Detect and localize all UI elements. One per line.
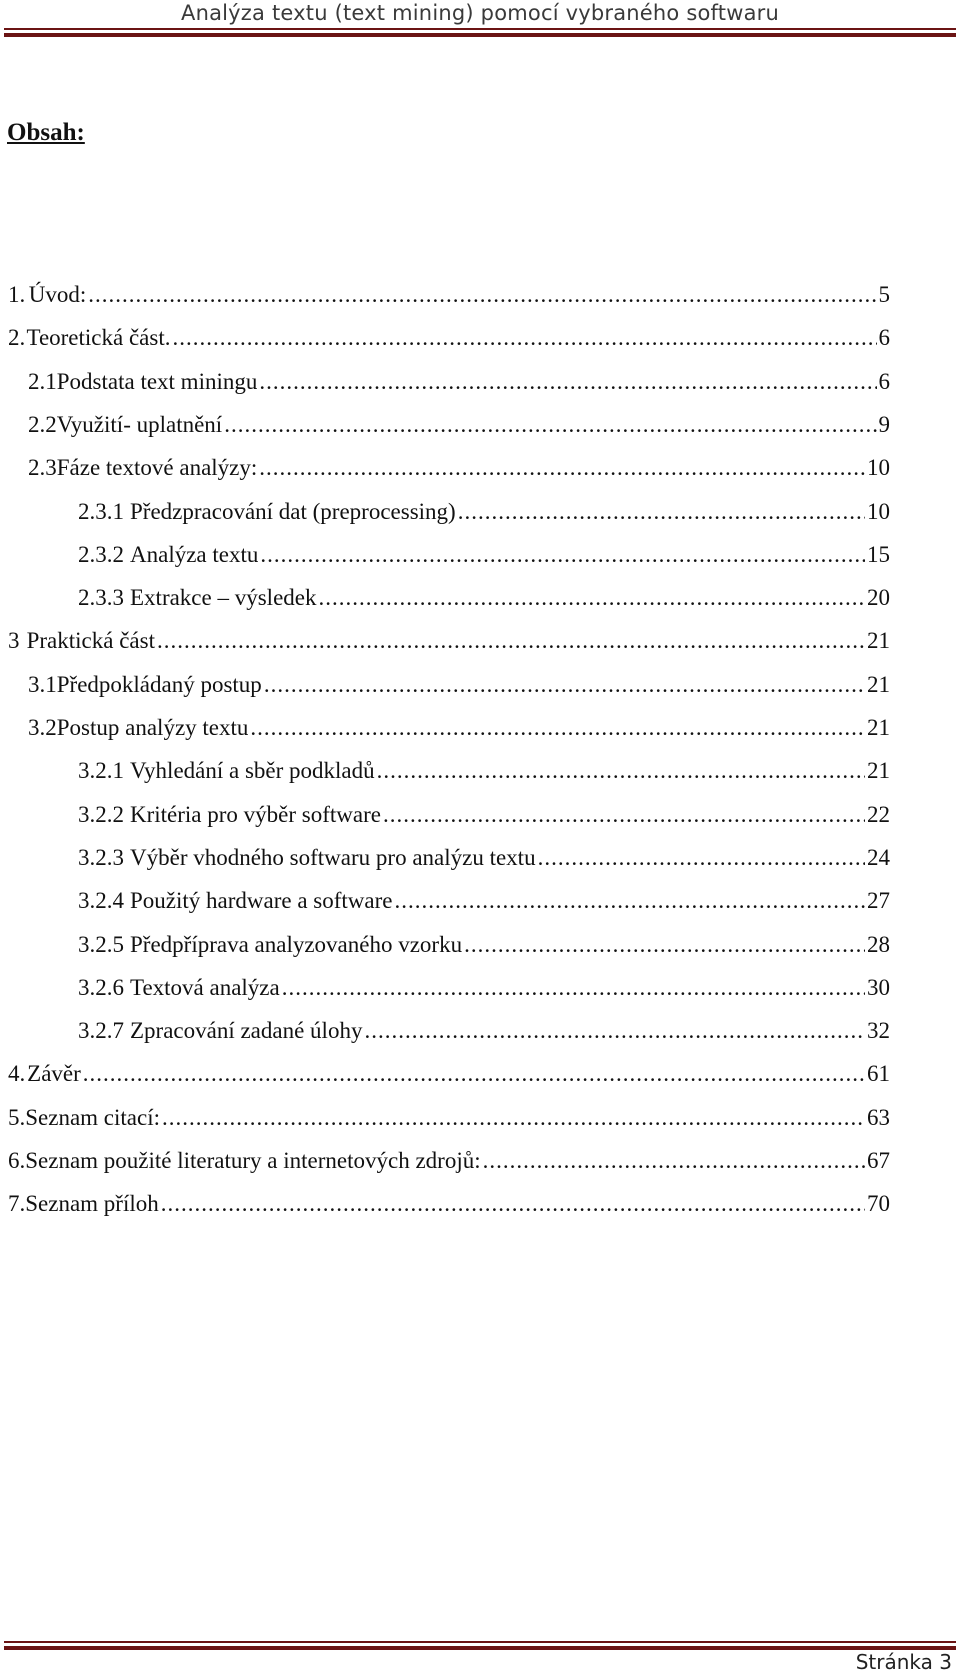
toc-entry[interactable]	[78, 973, 890, 1019]
toc-entry[interactable]	[28, 367, 890, 413]
toc-entry-label: Textová analýza	[130, 975, 280, 1000]
toc-entry-number: 7.	[8, 1191, 26, 1216]
toc-entry-label: Teoretická část.	[26, 325, 171, 350]
toc-entry-page: 27	[867, 888, 890, 913]
toc-dot-leader	[162, 1103, 865, 1133]
toc-entry-number: 2.2	[28, 412, 57, 437]
toc-dot-leader	[458, 497, 865, 527]
toc-entry-page: 61	[867, 1061, 890, 1086]
toc-entry-label: Použitý hardware a software	[130, 888, 393, 913]
toc-dot-leader	[364, 1016, 865, 1046]
toc-entry-number: 6.	[8, 1148, 26, 1173]
toc-dot-leader	[83, 1059, 865, 1089]
toc-entry-label: Předpříprava analyzovaného vzorku	[130, 932, 463, 957]
toc-entry[interactable]	[8, 1146, 890, 1192]
toc-entry-number: 3.2.6	[78, 975, 124, 1000]
toc-entry-label: Využití- uplatnění	[56, 412, 223, 437]
toc-entry-label: Seznam příloh	[25, 1191, 159, 1216]
toc-entry-number: 3.1	[28, 672, 57, 697]
toc-entry[interactable]	[28, 410, 890, 456]
toc-entry-page: 6	[878, 325, 890, 350]
toc-entry-number: 1.	[8, 282, 26, 307]
header-rule	[4, 28, 956, 37]
toc-entry-number: 2.	[8, 325, 26, 350]
toc-entry[interactable]	[8, 280, 890, 326]
toc-entry-number: 2.3	[28, 455, 57, 480]
toc-dot-leader	[157, 626, 865, 656]
toc-entry-label: Podstata text miningu	[56, 369, 258, 394]
toc-entry[interactable]	[8, 323, 890, 369]
toc-entry-label: Závěr	[27, 1061, 81, 1086]
toc-entry-number: 4.	[8, 1061, 26, 1086]
toc-entry-label: Vyhledání a sběr podkladů	[130, 758, 375, 783]
toc-entry-number: 2.3.2	[78, 542, 124, 567]
toc-entry[interactable]	[8, 1103, 890, 1149]
toc-entry-number: 2.1	[28, 369, 57, 394]
toc-entry-number: 3.2	[28, 715, 57, 740]
toc-entry-label: Seznam citací:	[25, 1105, 160, 1130]
toc-dot-leader	[483, 1146, 865, 1176]
toc-entry-label: Praktická část	[26, 628, 155, 653]
toc-dot-leader	[259, 367, 876, 397]
toc-dot-leader	[250, 713, 865, 743]
toc-entry-page: 21	[867, 628, 890, 653]
toc-entry-label: Fáze textové analýzy:	[56, 455, 258, 480]
toc-entry-page: 21	[867, 758, 890, 783]
toc-entry[interactable]	[28, 670, 890, 716]
toc-entry-label: Seznam použité literatury a internetových zdrojů:	[25, 1148, 481, 1173]
toc-entry-number: 2.3.1	[78, 499, 124, 524]
toc-entry-number: 3.2.4	[78, 888, 124, 913]
toc-dot-leader	[383, 800, 865, 830]
toc-entry-page: 32	[867, 1018, 890, 1043]
toc-entry-page: 21	[867, 672, 890, 697]
toc-entry-label: Předzpracování dat (preprocessing)	[130, 499, 456, 524]
toc-dot-leader	[538, 843, 865, 873]
toc-entry-number: 5.	[8, 1105, 26, 1130]
toc-entry[interactable]	[78, 886, 890, 932]
toc-entry[interactable]	[78, 497, 890, 543]
toc-entry-label: Zpracování zadané úlohy	[130, 1018, 363, 1043]
toc-entry-page: 22	[867, 802, 890, 827]
toc-dot-leader	[161, 1189, 865, 1219]
toc-dot-leader	[260, 540, 865, 570]
toc-entry[interactable]	[8, 1189, 890, 1235]
toc-entry-label: Extrakce – výsledek	[130, 585, 317, 610]
toc-entry-page: 28	[867, 932, 890, 957]
toc-entry-page: 30	[867, 975, 890, 1000]
toc-dot-leader	[464, 930, 865, 960]
toc-title: Obsah:	[7, 119, 85, 146]
toc-entry[interactable]	[78, 930, 890, 976]
toc-dot-leader	[394, 886, 865, 916]
toc-dot-leader	[264, 670, 865, 700]
toc-entry-page: 10	[867, 499, 890, 524]
toc-entry-page: 20	[867, 585, 890, 610]
toc-entry-page: 9	[878, 412, 890, 437]
toc-entry-page: 24	[867, 845, 890, 870]
toc-entry[interactable]	[28, 713, 890, 759]
toc-dot-leader	[377, 756, 865, 786]
toc-entry[interactable]	[78, 540, 890, 586]
toc-entry[interactable]	[78, 1016, 890, 1062]
toc-entry[interactable]	[78, 843, 890, 889]
toc-dot-leader	[224, 410, 876, 440]
toc-entry-number: 3	[8, 628, 20, 653]
toc-entry-page: 21	[867, 715, 890, 740]
toc-entry-page: 70	[867, 1191, 890, 1216]
toc-entry-label: Analýza textu	[130, 542, 259, 567]
toc-entry[interactable]	[28, 453, 890, 499]
footer-rule	[4, 1641, 956, 1650]
toc-entry-page: 5	[878, 282, 890, 307]
toc-entry[interactable]	[78, 583, 890, 629]
toc-entry[interactable]	[8, 1059, 890, 1105]
toc-entry[interactable]	[78, 800, 890, 846]
toc-entry-number: 3.2.7	[78, 1018, 124, 1043]
toc-entry-number: 2.3.3	[78, 585, 124, 610]
toc-entry[interactable]	[8, 626, 890, 672]
toc-entry-label: Výběr vhodného softwaru pro analýzu textu	[130, 845, 536, 870]
toc-entry-page: 63	[867, 1105, 890, 1130]
toc-dot-leader	[282, 973, 865, 1003]
toc-entry-label: Postup analýzy textu	[56, 715, 249, 740]
toc-entry-number: 3.2.5	[78, 932, 124, 957]
toc-dot-leader	[259, 453, 865, 483]
toc-entry-page: 67	[867, 1148, 890, 1173]
toc-entry-number: 3.2.2	[78, 802, 124, 827]
toc-entry[interactable]	[78, 756, 890, 802]
toc-entry-label: Předpokládaný postup	[56, 672, 262, 697]
toc-entry-page: 15	[867, 542, 890, 567]
footer-page-number: Stránka 3	[855, 1650, 952, 1674]
running-header-title: Analýza textu (text mining) pomocí vybraného softwaru	[181, 1, 779, 25]
toc-entry-number: 3.2.1	[78, 758, 124, 783]
toc-dot-leader	[318, 583, 865, 613]
toc-entry-label: Úvod:	[28, 282, 87, 307]
toc-dot-leader	[88, 280, 876, 310]
toc-entry-page: 10	[867, 455, 890, 480]
toc-entry-label: Kritéria pro výběr software	[130, 802, 381, 827]
toc-entry-number: 3.2.3	[78, 845, 124, 870]
toc-entry-page: 6	[878, 369, 890, 394]
toc-dot-leader	[172, 323, 876, 353]
